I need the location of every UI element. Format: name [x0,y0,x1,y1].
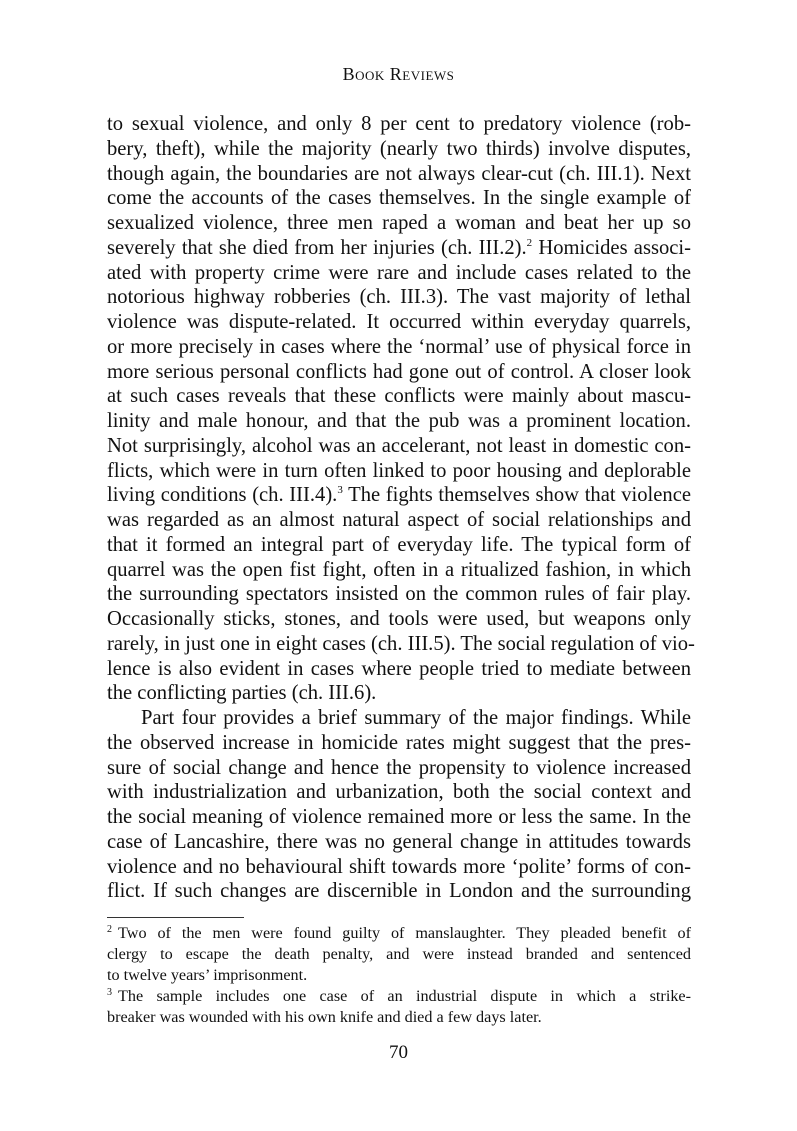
body-text [107,112,695,904]
footnote-number: 3 [107,986,112,998]
body-line: lence is also evident in cases where people tried to mediate between [107,657,691,680]
body-line: violence was dispute-related. It occurred within everyday quarrels, [107,311,691,333]
footnote-number: 2 [107,923,112,935]
body-line: sure of social change and hence the propensity to violence increased [107,756,691,779]
body-line: the social meaning of violence remained more or less the same. In the [107,806,691,828]
body-line: though again, the boundaries are not always clear-cut (ch. III.1). Next [107,162,691,185]
body-line: flicts, which were in turn often linked to poor housing and deplorable [107,459,691,482]
body-line: with industrialization and urbanization, both the social context and [107,781,691,804]
body-line: to sexual violence, and only 8 per cent to predatory violence (rob- [107,113,691,135]
footnote-line: breaker was wounded with his own knife and died a few days later. [107,1008,542,1026]
body-line: violence and no behavioural shift towards more ‘polite’ forms of con- [107,855,691,878]
footnote-line [107,923,691,944]
body-line: rarely, in just one in eight cases (ch. III.5). The social regulation of vio- [107,632,695,655]
body-line: the observed increase in homicide rates might suggest that the pres- [107,731,691,754]
body-line: Occasionally sticks, stones, and tools were used, but weapons only [107,608,691,630]
paragraph-first-line: Part four provides a brief summary of the major findings. While [141,707,691,729]
body-line: more serious personal conflicts had gone out of control. A closer look [107,360,691,383]
body-line: the surrounding spectators insisted on the common rules of fair play. [107,583,691,606]
body-line: that it formed an integral part of everyday life. The typical form of [107,533,691,556]
body-line: ated with property crime were rare and include cases related to the [107,261,691,284]
footnote-text: Two of the men were found guilty of manslaughter. They pleaded benefit of [118,924,691,942]
footnote-line [107,986,691,1007]
body-line: was regarded as an almost natural aspect of social relationships and [107,509,691,531]
body-line: flict. If such changes are discernible in London and the surrounding [107,880,691,903]
body-line: Not surprisingly, alcohol was an accelerant, not least in domestic con- [107,434,691,457]
body-line-text: Homicides associ- [532,236,691,259]
body-line: at such cases reveals that these conflicts were mainly about mascu- [107,385,691,408]
body-line: linity and male honour, and that the pub was a prominent location. [107,410,691,432]
body-line: sexualized violence, three men raped a woman and beat her up so [107,212,691,234]
footnote-line: to twelve years’ imprisonment. [107,966,308,984]
footnote-text: The sample includes one case of an industrial dispute in which a strike- [118,987,691,1005]
body-line: notorious highway robberies (ch. III.3). The vast majority of lethal [107,286,691,309]
body-line-text: severely that she died from her injuries (ch. III.2). [107,236,527,259]
footnote-rule [107,917,244,918]
footnote-line: clergy to escape the death penalty, and were instead branded and sentenced [107,945,691,963]
body-line: or more precisely in cases where the ‘normal’ use of physical force in [107,335,691,358]
body-line: quarrel was the open fist fight, often in a ritualized fashion, in which [107,558,691,581]
running-head: Book Reviews [342,64,455,84]
body-line: case of Lancashire, there was no general change in attitudes towards [107,830,691,853]
footnote-ref: 3 [337,484,343,497]
footnotes [107,923,691,1028]
page-number: 70 [389,1042,408,1063]
body-line-with-note [107,483,691,508]
body-line-text: living conditions (ch. III.4). [107,484,338,507]
body-line: come the accounts of the cases themselves. In the single example of [107,187,691,210]
body-line-text: The fights themselves show that violence [342,484,691,507]
body-line: the conflicting parties (ch. III.6). [107,682,377,705]
body-line-with-note [107,236,691,261]
body-line: bery, theft), while the majority (nearly two thirds) involve disputes, [107,137,691,160]
footnote-ref: 2 [526,236,533,249]
